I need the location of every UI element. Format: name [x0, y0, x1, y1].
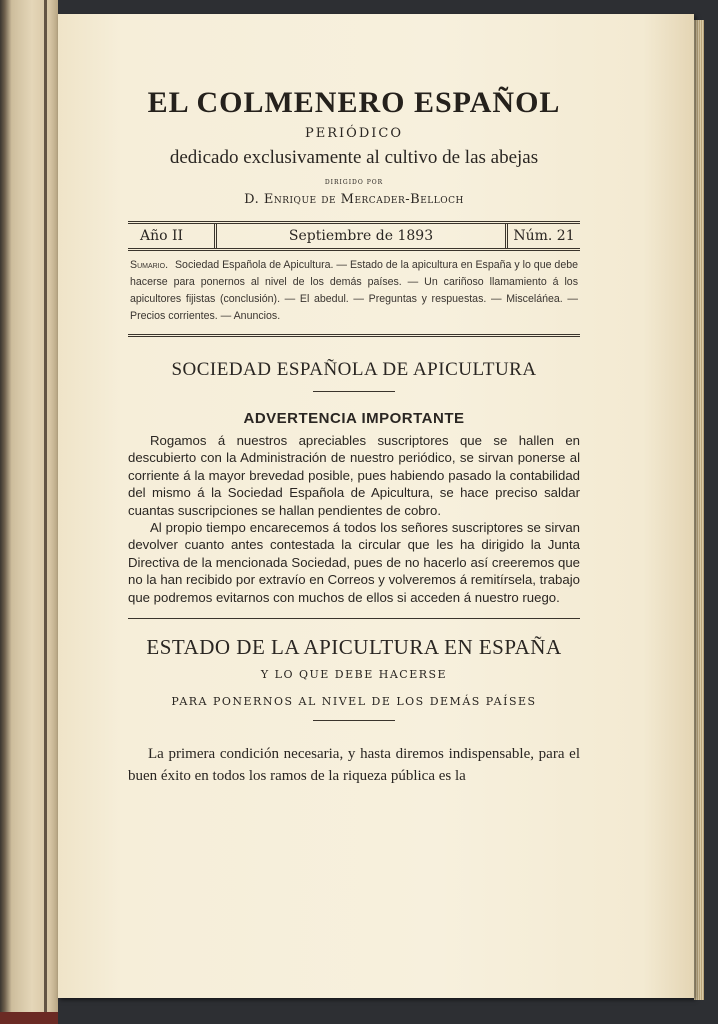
masthead-subtitle: PERIÓDICO	[305, 126, 403, 141]
summary-text: Sociedad Española de Apicultura. — Estado de la apicultura en España y lo que debe hacerse para ponernos al nivel de los demás países. — Un cariñoso llamamiento á los apicultores fijistas (conclusión). — El abedul. — Preguntas y respuestas. — Misceláńea. — Precios corrientes. — Anuncios.	[130, 259, 579, 322]
article-subtitle-2: PARA PONERNOS AL NIVEL DE LOS DEMÁS PAÍSES	[171, 695, 537, 709]
binding-crease	[44, 0, 47, 1024]
binding-red-edge	[0, 1012, 58, 1024]
notice-paragraph: Rogamos á nuestros apreciables suscriptores que se hallen en descubierto con la Administración de nuestro periódico, se sirvan ponerse al corriente á la mayor brevedad posible, pues habiendo pasado la contabilidad del mismo á la Sociedad Española de Apicultura, se hace preciso saldar cuantas suscripciones se hallan pendientes de cobro.	[128, 433, 580, 518]
issue-bar	[128, 221, 580, 251]
issue-date: Septiembre de 1893	[217, 224, 508, 248]
page-stack-edge	[694, 20, 704, 1000]
article-paragraph: La primera condición necesaria, y hasta diremos indispensable, para el buen éxito en todos los ramos de la riqueza pública es la	[128, 746, 580, 785]
issue-year: Año II	[128, 224, 217, 248]
notice-paragraph: Al propio tiempo encarecemos á todos los señores suscriptores se sirvan devolver cuanto antes contestada la circular que les ha dirigido la Junta Directiva de la mencionada Sociedad, pues de no hacerlo así creeremos que no la han recibido por extravío en Correos y volveremos á remitírsela, trabajo que podremos evitarnos con muchos de ellos si acceden á nuestro ruego.	[128, 520, 580, 605]
article-body	[128, 743, 580, 787]
section-rule	[313, 391, 395, 392]
masthead-dedication: dedicado exclusivamente al cultivo de las abejas	[169, 147, 539, 168]
article-rule	[313, 720, 395, 721]
section-title-sociedad: SOCIEDAD ESPAÑOLA DE APICULTURA	[171, 359, 537, 380]
editor-name: D. Enrique de Mercader-Belloch	[244, 192, 464, 207]
article-divider	[128, 618, 580, 619]
book-binding	[0, 0, 58, 1024]
directed-by-label: DIRIGIDO POR	[324, 179, 384, 186]
article-subtitle-1: Y LO QUE DEBE HACERSE	[260, 668, 448, 682]
issue-number: Núm. 21	[513, 228, 575, 244]
notice-body	[128, 432, 580, 606]
summary-divider	[128, 334, 580, 337]
masthead-title: EL COLMENERO ESPAÑOL	[147, 86, 561, 119]
article-title: ESTADO DE LA APICULTURA EN ESPAÑA	[146, 635, 562, 660]
journal-page	[58, 14, 694, 998]
notice-heading: ADVERTENCIA IMPORTANTE	[243, 410, 465, 427]
summary-lead: Sumario.	[130, 259, 169, 271]
table-of-contents-summary	[128, 257, 580, 325]
page-content	[128, 14, 580, 787]
